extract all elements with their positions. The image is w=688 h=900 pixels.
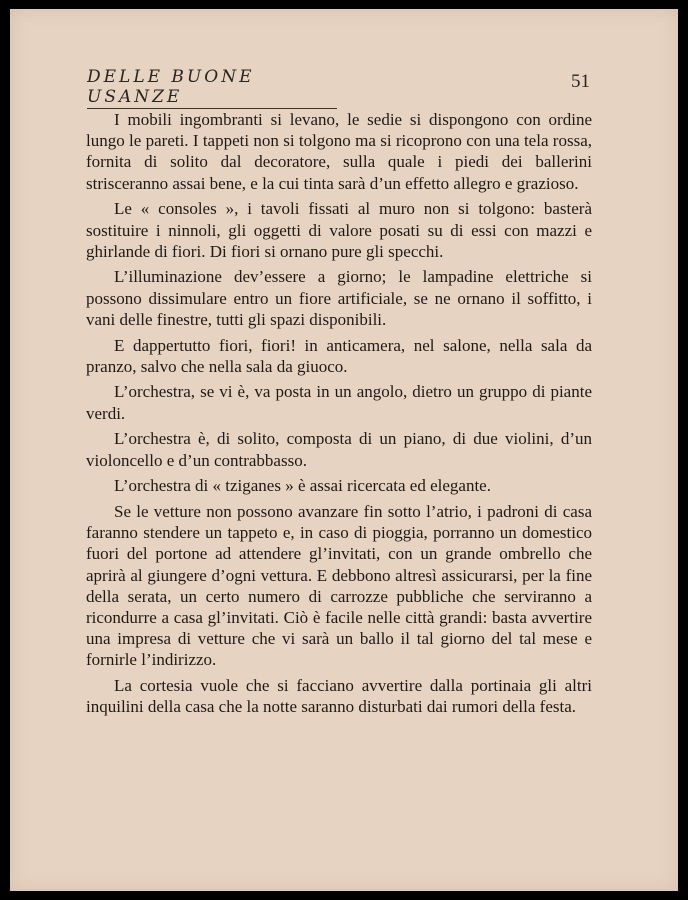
- paragraph: L’illuminazione dev’essere a giorno; le lampadine elettriche si possono dissimulare entro un fiore artificiale, se ne ornano il soffitto, i vani delle finestre, tutti gli spazi disponibili.: [86, 267, 592, 329]
- page-body: [86, 109, 592, 722]
- book-page: [10, 9, 678, 891]
- paragraph: L’orchestra è, di solito, composta di un piano, di due violini, d’un violoncello e d’un contrabbasso.: [86, 429, 592, 470]
- paragraph: L’orchestra, se vi è, va posta in un angolo, dietro un gruppo di piante verdi.: [86, 382, 592, 423]
- paragraph: L’orchestra di « tziganes » è assai ricercata ed elegante.: [114, 476, 491, 496]
- paragraph: I mobili ingombranti si levano, le sedie si dispongono con ordine lungo le pareti. I tappeti non si tolgono ma si ricoprono con una tela rossa, fornita di solito dal decoratore, sulla quale i piedi dei ballerini strisceranno assai bene, e la cui tinta sarà d’un effetto allegro e grazioso.: [86, 110, 592, 193]
- paragraph: La cortesia vuole che si facciano avvertire dalla portinaia gli altri inquilini della casa che la notte saranno disturbati dai rumori della festa.: [86, 676, 592, 717]
- paragraph: Se le vetture non possono avanzare fin sotto l’atrio, i padroni di casa faranno stendere un tappeto e, in caso di pioggia, porranno un domestico fuori del portone ad attendere gl’invitati, con un grande ombrello che aprirà al giungere d’ogni vettura. E debbono altresì assicurarsi, per la fine della serata, un certo numero di carrozze pubbliche che serviranno a ricondurre a casa gl’invitati. Ciò è facile nelle città grandi: basta avvertire una impresa di vetture che vi sarà un ballo il tal giorno del tal mese e fornirle l’indirizzo.: [86, 501, 592, 670]
- page-number: 51: [571, 71, 590, 92]
- running-title: DELLE BUONE USANZE: [87, 67, 337, 109]
- paragraph: E dappertutto fiori, fiori! in anticamera, nel salone, nella sala da pranzo, salvo che nella sala da giuoco.: [86, 335, 592, 376]
- paragraph: Le « consoles », i tavoli fissati al muro non si tolgono: basterà sostituire i ninnoli, gli oggetti di valore posati su di essi con mazzi e ghirlande di fiori. Di fiori si ornano pure gli specchi.: [86, 199, 592, 261]
